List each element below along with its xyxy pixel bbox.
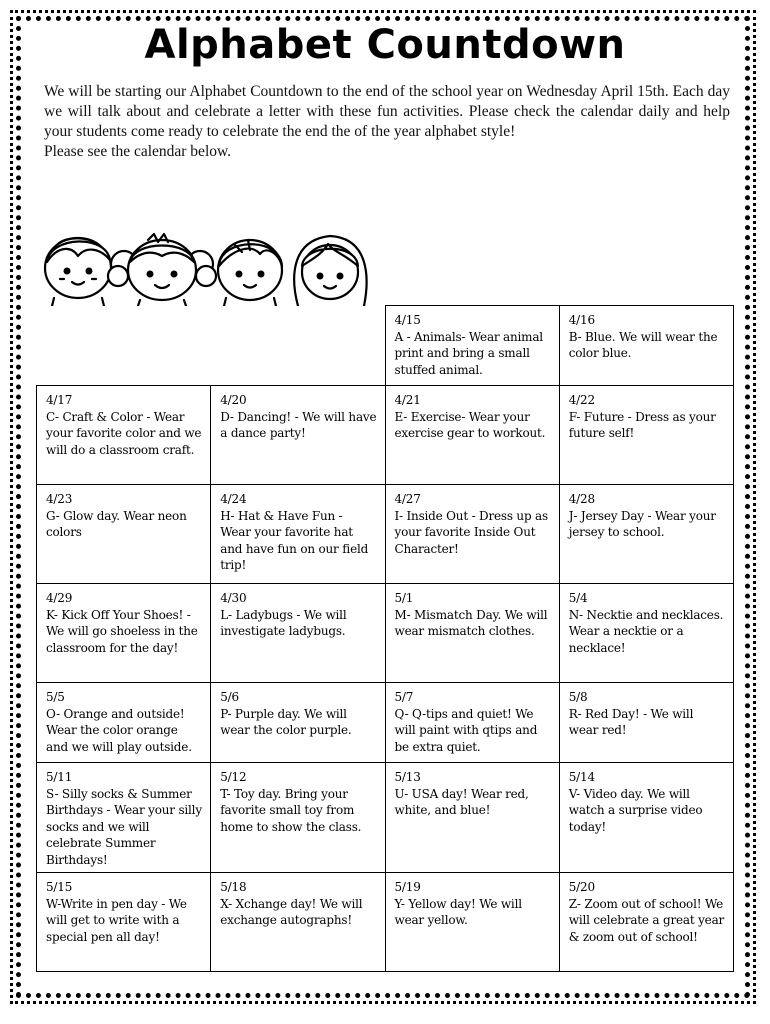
day-activity: X- Xchange day! We will exchange autographs! [220,896,363,927]
calendar-row [37,763,734,873]
day-date: 5/13 [394,770,421,784]
intro-text [44,82,730,162]
day-date: 4/29 [46,591,73,605]
day-date: 4/27 [394,492,421,506]
day-date: 4/22 [568,393,595,407]
calendar-day-cell [385,306,559,386]
calendar-day-cell [37,485,211,584]
calendar-day-cell [385,683,559,763]
intro-note: Please see the calendar below. [44,143,232,160]
day-date: 5/20 [568,880,595,894]
day-activity: O- Orange and outside! Wear the color orange and we will play outside. [46,706,192,754]
calendar-day-cell [559,873,733,972]
calendar-empty-cell [37,306,211,386]
children-faces-icon [38,226,368,306]
day-date: 4/17 [46,393,73,407]
calendar-day-cell [211,386,385,485]
day-activity: L- Ladybugs - We will investigate ladybugs. [220,607,347,638]
alphabet-calendar [36,305,734,972]
day-date: 5/7 [394,690,414,704]
day-activity: C- Craft & Color - Wear your favorite color and we will do a classroom craft. [46,409,202,457]
calendar-row [37,873,734,972]
calendar-empty-cell [211,306,385,386]
calendar-day-cell [385,763,559,873]
calendar-row [37,683,734,763]
day-activity: J- Jersey Day - Wear your jersey to school. [568,508,716,539]
day-date: 5/19 [394,880,421,894]
day-activity: K- Kick Off Your Shoes! - We will go shoeless in the classroom for the day! [46,607,198,655]
calendar-day-cell [385,485,559,584]
day-activity: Q- Q-tips and quiet! We will paint with qtips and be extra quiet. [394,706,538,754]
page-title: Alphabet Countdown [144,22,626,68]
day-date: 5/8 [568,690,588,704]
calendar-day-cell [211,683,385,763]
day-date: 4/20 [220,393,247,407]
long-hair-girl-face-icon [294,236,366,306]
day-activity: H- Hat & Have Fun - Wear your favorite hat and have fun on our field trip! [220,508,369,572]
girl-face-icon [108,234,216,306]
calendar-day-cell [559,584,733,683]
calendar-day-cell [559,485,733,584]
day-date: 5/5 [46,690,65,704]
calendar-day-cell [559,386,733,485]
day-activity: I- Inside Out - Dress up as your favorite Inside Out Character! [394,508,548,556]
day-date: 5/14 [568,770,595,784]
day-activity: G- Glow day. Wear neon colors [46,508,187,539]
calendar-day-cell [37,386,211,485]
calendar-day-cell [211,485,385,584]
calendar-day-cell [37,683,211,763]
day-activity: M- Mismatch Day. We will wear mismatch clothes. [394,607,548,638]
day-activity: F- Future - Dress as your future self! [568,409,716,440]
day-activity: A - Animals- Wear animal print and bring a small stuffed animal. [394,329,543,377]
day-date: 5/1 [394,591,414,605]
day-activity: W-Write in pen day - We will get to write with a special pen all day! [46,896,187,944]
calendar-day-cell [211,584,385,683]
calendar-day-cell [385,386,559,485]
day-activity: B- Blue. We will wear the color blue. [568,329,718,360]
calendar-row [37,584,734,683]
child-face-icon [218,240,282,306]
calendar-day-cell [37,873,211,972]
day-activity: Z- Zoom out of school! We will celebrate a great year & zoom out of school! [568,896,725,944]
calendar-day-cell [559,763,733,873]
day-activity: R- Red Day! - We will wear red! [568,706,694,737]
calendar-day-cell [37,584,211,683]
day-activity: T- Toy day. Bring your favorite small toy from home to show the class. [220,786,362,834]
day-date: 4/21 [394,393,421,407]
intro-paragraph: We will be starting our Alphabet Countdown to the end of the school year on Wednesday April 15th. Each day we will talk about and celebrate a letter with these fun activities. Please check the calendar daily and help your students come ready to celebrate the end the of the year alphabet style! [44,83,730,140]
day-activity: P- Purple day. We will wear the color purple. [220,706,352,737]
calendar-day-cell [37,763,211,873]
boy-face-icon [45,238,111,306]
calendar-day-cell [559,306,733,386]
day-activity: N- Necktie and necklaces. Wear a necktie or a necklace! [568,607,724,655]
day-date: 4/15 [394,313,421,327]
calendar-day-cell [385,584,559,683]
calendar-row [37,306,734,386]
day-activity: V- Video day. We will watch a surprise video today! [568,786,703,834]
day-date: 5/15 [46,880,73,894]
day-activity: U- USA day! Wear red, white, and blue! [394,786,529,817]
calendar-day-cell [211,763,385,873]
day-date: 4/30 [220,591,247,605]
calendar-row [37,485,734,584]
calendar-day-cell [559,683,733,763]
day-activity: Y- Yellow day! We will wear yellow. [394,896,522,927]
day-activity: E- Exercise- Wear your exercise gear to workout. [394,409,546,440]
day-date: 5/4 [568,591,588,605]
day-date: 5/11 [46,770,73,784]
day-date: 4/16 [568,313,595,327]
day-date: 5/12 [220,770,247,784]
calendar-day-cell [211,873,385,972]
day-date: 5/18 [220,880,247,894]
day-date: 5/6 [220,690,239,704]
day-activity: D- Dancing! - We will have a dance party! [220,409,377,440]
day-date: 4/23 [46,492,73,506]
day-activity: S- Silly socks & Summer Birthdays - Wear your silly socks and we will celebrate Summer Birthdays! [46,786,202,867]
calendar-row [37,386,734,485]
day-date: 4/24 [220,492,247,506]
calendar-day-cell [385,873,559,972]
day-date: 4/28 [568,492,595,506]
